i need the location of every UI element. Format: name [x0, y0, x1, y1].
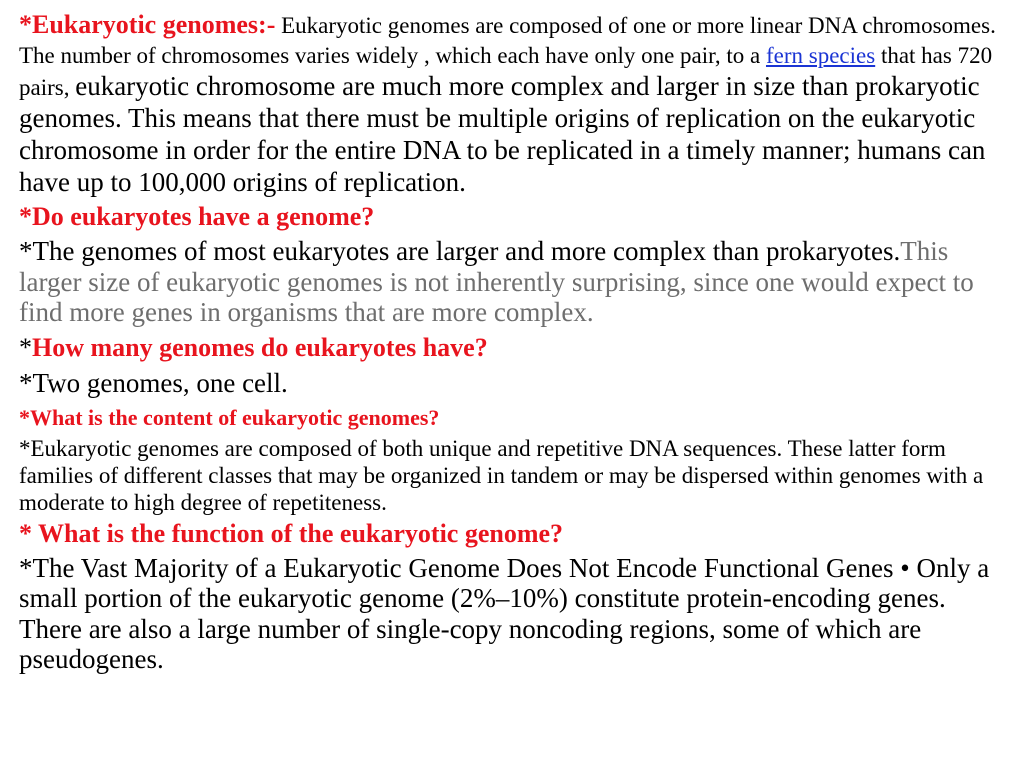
- question-heading-genome: *Do eukaryotes have a genome?: [19, 202, 375, 231]
- how-many-answer: *Two genomes, one cell.: [19, 367, 288, 398]
- paragraph-text-grey: This larger size of eukaryotic genomes is not inherently surprising, since one would expect to find more genes in organisms that are more complex.: [19, 236, 974, 327]
- question-heading-text: How many genomes do eukaryotes have?: [32, 332, 488, 362]
- paragraph-text: *The genomes of most eukaryotes are larger and more complex than prokaryotes.: [19, 236, 901, 266]
- question-heading-how-many: [19, 332, 1009, 364]
- paragraph-text: Eukaryotic genomes are composed of one or more linear DNA chromosomes. The number of chromosomes varies widely , which each have only one pair, to a: [19, 13, 996, 68]
- bullet-star: *: [19, 332, 32, 362]
- paragraph-text: that has 720 pairs,: [19, 43, 993, 100]
- content-answer-paragraph: *Eukaryotic genomes are composed of both unique and repetitive DNA sequences. These latter form families of different classes that may be organized in tandem or may be dispersed within genomes with a moderate to high degree of repetiteness.: [19, 435, 984, 515]
- function-answer-paragraph: *The Vast Majority of a Eukaryotic Genome Does Not Encode Functional Genes • Only a small portion of the eukaryotic genome (2%–10%) constitute protein-encoding genes. There are also a large number of single-copy noncoding regions, some of which are pseudogenes.: [19, 552, 990, 674]
- paragraph-text: eukaryotic chromosome are much more complex and larger in size than prokaryotic genomes. This means that there must be multiple origins of replication on the eukaryotic chromosome in order for the entire DNA to be replicated in a timely manner; humans can have up to 100,000 origins of replication.: [19, 71, 986, 197]
- fern-species-link[interactable]: fern species: [765, 43, 876, 68]
- eukaryotic-genomes-paragraph: [19, 10, 1009, 199]
- question-heading-content: *What is the content of eukaryotic genomes?: [19, 404, 440, 430]
- eukaryotic-genomes-heading: *Eukaryotic genomes:-: [19, 10, 276, 39]
- question-heading-function: * What is the function of the eukaryotic genome?: [19, 518, 564, 548]
- genome-answer-paragraph: [19, 236, 1009, 328]
- slide-content: [19, 10, 1009, 675]
